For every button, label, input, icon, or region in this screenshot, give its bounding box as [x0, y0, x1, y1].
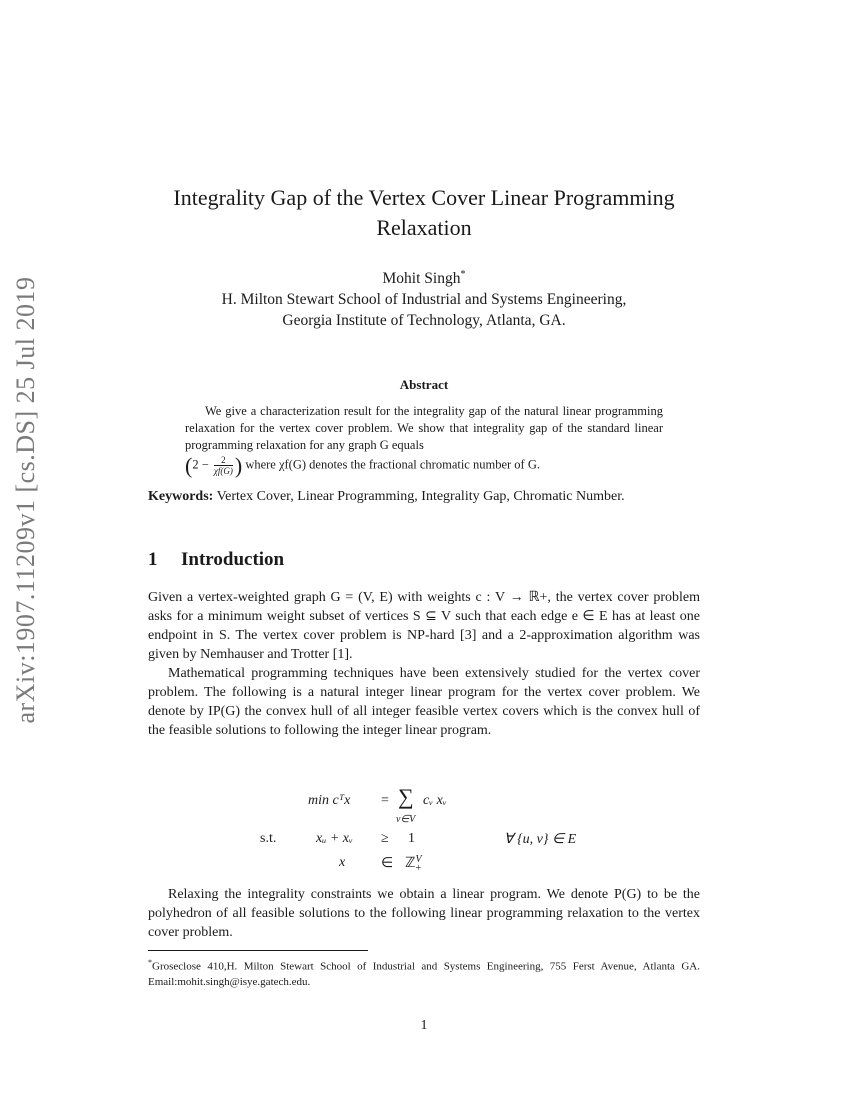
- arxiv-sidebar: [4, 276, 48, 724]
- ilp-domain-rhs: [405, 855, 422, 873]
- intro-paragraph-3: [148, 885, 700, 942]
- keywords-label: Keywords:: [148, 489, 214, 504]
- abstract-heading: Abstract: [399, 377, 449, 392]
- page-number: 1: [420, 1018, 428, 1033]
- abstract-body: [185, 403, 663, 476]
- ilp-constraint-rhs: 1: [408, 831, 415, 846]
- abstract-formula-two: 2 −: [192, 457, 209, 472]
- paper-title: [148, 183, 700, 243]
- paragraph-text: Mathematical programming techniques have been extensively studied for the vertex cover problem. The following is a natural integer linear program for the vertex cover problem. We denote by IP(G) the convex hull of all integer feasible vertex covers which is the convex hull of the feasible solutions to following the integer linear program.: [148, 666, 700, 738]
- footnote-rule: [148, 950, 368, 951]
- keywords: [148, 487, 700, 506]
- footnote-mark: *: [148, 958, 152, 967]
- title-line-2: Relaxation: [376, 215, 472, 240]
- footnote-text: Groseclose 410,H. Milton Stewart School of Industrial and Systems Engineering, 755 Ferst Avenue, Atlanta GA. Email:mohit.singh@isye.gatech.edu.: [148, 960, 700, 988]
- ilp-objective: min cᵀx: [308, 793, 351, 808]
- ilp-constraint-lhs: xᵤ + xᵥ: [316, 831, 353, 846]
- affiliation-line-1: H. Milton Stewart School of Industrial and Systems Engineering,: [221, 291, 627, 309]
- footnote: [148, 955, 700, 990]
- fraction-numerator: 2: [214, 455, 233, 466]
- author-footnote-mark: *: [460, 269, 466, 280]
- section-number: 1: [148, 549, 158, 570]
- ilp-constraint-condition: ∀ {u, v} ∈ E: [504, 832, 577, 847]
- intro-paragraph-2: [148, 664, 700, 740]
- abstract-text: We give a characterization result for the integrality gap of the natural linear programming relaxation for the vertex cover problem. We show that integrality gap of the standard linear programming relaxation for any graph G equals: [185, 404, 663, 452]
- ilp-equals: =: [381, 793, 389, 808]
- arxiv-stamp: arXiv:1907.11209v1 [cs.DS] 25 Jul 2019: [11, 276, 40, 724]
- abstract-tail: where χf(G) denotes the fractional chromatic number of G.: [245, 457, 540, 472]
- intro-paragraph-1: [148, 588, 700, 664]
- abstract-fraction: [214, 455, 233, 476]
- keywords-text: Vertex Cover, Linear Programming, Integrality Gap, Chromatic Number.: [216, 489, 625, 504]
- ilp-domain-sup: V: [415, 854, 422, 865]
- ilp-domain-lhs: x: [339, 855, 346, 870]
- ilp-objective-terms: cᵥ xᵥ: [423, 793, 447, 808]
- author-name-line: [148, 264, 700, 289]
- ilp-integers: ℤ: [405, 856, 416, 872]
- ilp-domain-sub: +: [415, 863, 422, 874]
- author-name: Mohit Singh: [382, 270, 461, 288]
- ilp-in: ∈: [381, 856, 394, 871]
- ilp-sum-subscript: v∈V: [396, 814, 416, 825]
- section-heading: [148, 549, 700, 571]
- abstract-formula-line: (2 − $\frac{2}{\chi f(G)}$ ) where χf(G) denotes the fractional chromatic number of G.: [185, 453, 540, 478]
- ilp-sum-symbol: ∑: [398, 784, 414, 809]
- ilp-geq: ≥: [381, 831, 389, 846]
- title-line-1: Integrality Gap of the Vertex Cover Linear Programming: [173, 185, 675, 210]
- ilp-st-label: s.t.: [260, 831, 277, 846]
- fraction-denominator: χf(G): [213, 466, 233, 476]
- paragraph-text: Relaxing the integrality constraints we obtain a linear program. We denote P(G) to be the polyhedron of all feasible solutions to the following linear programming relaxation to the vertex cover problem.: [148, 887, 700, 940]
- affiliation-line-2: Georgia Institute of Technology, Atlanta, GA.: [282, 312, 566, 330]
- section-title: Introduction: [181, 549, 285, 570]
- paragraph-text: Given a vertex-weighted graph G = (V, E) with weights c : V → ℝ+, the vertex cover problem asks for a minimum weight subset of vertices S ⊆ V such that each edge e ∈ E has at least one endpoint in S. The vertex cover problem is NP-hard [3] and a 2-approximation algorithm was given by Nemhauser and Trotter [1].: [148, 590, 700, 662]
- author-block: [148, 264, 700, 331]
